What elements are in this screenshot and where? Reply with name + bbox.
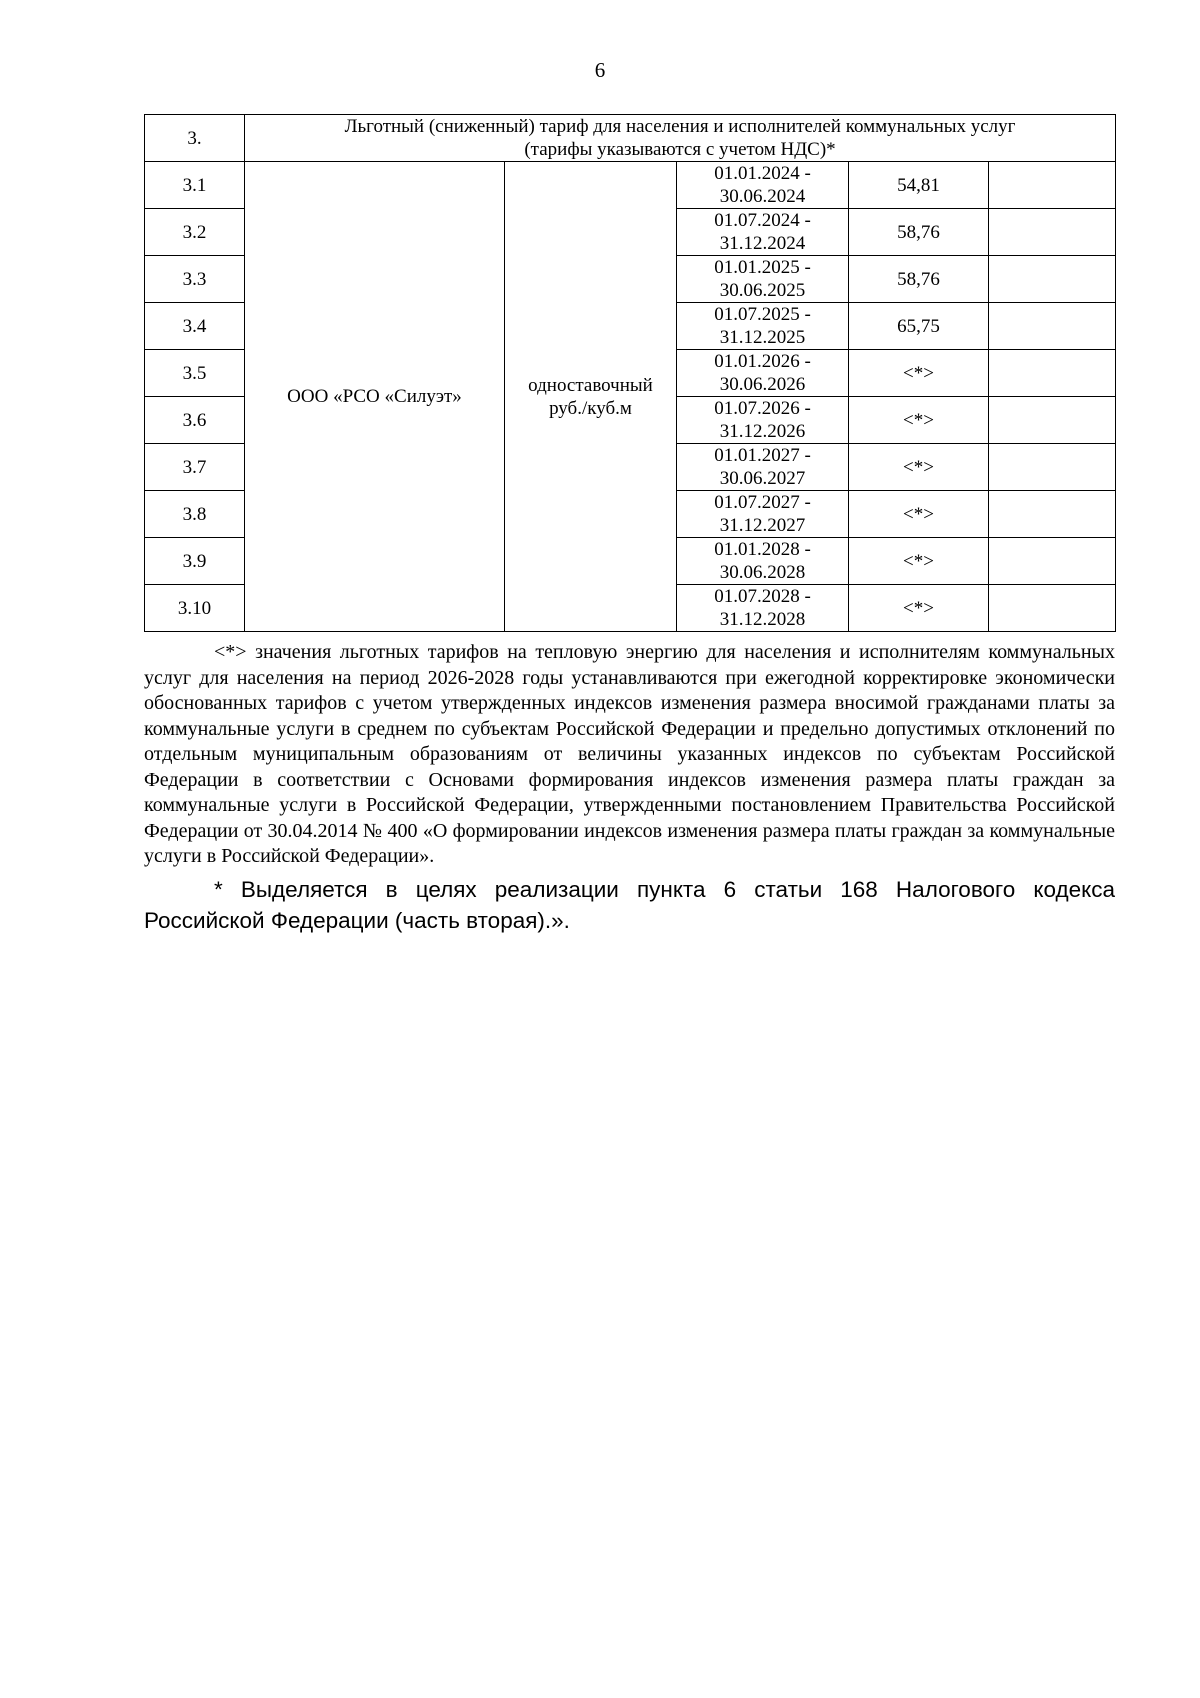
tariff-value: <*> [849, 350, 989, 397]
row-number: 3.7 [145, 444, 245, 491]
tariff-value: <*> [849, 491, 989, 538]
period-cell [677, 538, 849, 585]
row-number: 3.1 [145, 162, 245, 209]
period-start: 01.07.2024 - [714, 210, 811, 231]
extra-cell [989, 350, 1116, 397]
period-start: 01.07.2027 - [714, 492, 811, 513]
tariff-value: <*> [849, 538, 989, 585]
extra-cell [989, 538, 1116, 585]
period-start: 01.07.2026 - [714, 398, 811, 419]
period-cell [677, 350, 849, 397]
period-end: 30.06.2028 [719, 562, 806, 583]
tariff-value: <*> [849, 444, 989, 491]
row-number: 3.6 [145, 397, 245, 444]
row-number: 3.3 [145, 256, 245, 303]
period-cell [677, 209, 849, 256]
period-start: 01.01.2028 - [714, 539, 811, 560]
table-section-header [145, 115, 1116, 162]
tariff-table [144, 114, 1116, 632]
extra-cell [989, 256, 1116, 303]
tariff-type [505, 162, 677, 632]
tariff-value: <*> [849, 585, 989, 632]
period-cell [677, 256, 849, 303]
period-cell [677, 162, 849, 209]
extra-cell [989, 162, 1116, 209]
period-cell [677, 491, 849, 538]
period-end: 30.06.2026 [719, 374, 806, 395]
period-end: 30.06.2024 [719, 186, 806, 207]
table-row [145, 162, 1116, 209]
section-number: 3. [145, 115, 245, 162]
footnotes [144, 640, 1115, 936]
tariff-value: 54,81 [849, 162, 989, 209]
footnote-vat: * Выделяется в целях реализации пункта 6 статьи 168 Налогового кодекса Российской Федерации (часть вторая).». [144, 876, 1115, 933]
page-number: 6 [594, 58, 606, 82]
period-cell [677, 585, 849, 632]
period-start: 01.01.2024 - [714, 163, 811, 184]
tariff-type-line2: руб./куб.м [549, 397, 632, 419]
extra-cell [989, 491, 1116, 538]
period-start: 01.01.2027 - [714, 445, 811, 466]
row-number: 3.4 [145, 303, 245, 350]
extra-cell [989, 444, 1116, 491]
period-start: 01.07.2025 - [714, 304, 811, 325]
footnote-values: <*> значения льготных тарифов на тепловую энергию для населения и исполнителям коммунальных услуг для населения на период 2026-2028 годы устанавливаются при ежегодной корректировке экономически обоснованных тарифов с учетом утвержденных индексов изменения размера вносимой гражданами платы за коммунальные услуги в среднем по субъектам Российской Федерации и предельно допустимых отклонений по отдельным муниципальным образованиям от величины указанных индексов по субъектам Российской Федерации в соответствии с Основами формирования индексов изменения размера платы граждан за коммунальные услуги в Российской Федерации, утвержденными постановлением Правительства Российской Федерации от 30.04.2014 № 400 «О формировании индексов изменения размера платы граждан за коммунальные услуги в Российской Федерации». [144, 641, 1115, 867]
period-end: 30.06.2025 [719, 280, 806, 301]
row-number: 3.8 [145, 491, 245, 538]
period-end: 31.12.2026 [719, 421, 806, 442]
period-cell [677, 444, 849, 491]
period-start: 01.07.2028 - [714, 586, 811, 607]
tariff-type-line1: одноставочный [528, 374, 653, 396]
period-start: 01.01.2026 - [714, 351, 811, 372]
row-number: 3.2 [145, 209, 245, 256]
row-number: 3.5 [145, 350, 245, 397]
extra-cell [989, 303, 1116, 350]
row-number: 3.9 [145, 538, 245, 585]
tariff-value: 58,76 [849, 256, 989, 303]
period-cell [677, 397, 849, 444]
period-end: 31.12.2024 [719, 233, 806, 254]
extra-cell [989, 209, 1116, 256]
extra-cell [989, 585, 1116, 632]
period-end: 30.06.2027 [719, 468, 806, 489]
tariff-value: 58,76 [849, 209, 989, 256]
period-end: 31.12.2027 [719, 515, 806, 536]
period-start: 01.01.2025 - [714, 257, 811, 278]
extra-cell [989, 397, 1116, 444]
section-title-line2: (тарифы указываются с учетом НДС)* [524, 139, 836, 160]
tariff-value: <*> [849, 397, 989, 444]
period-cell [677, 303, 849, 350]
row-number: 3.10 [145, 585, 245, 632]
period-end: 31.12.2028 [719, 609, 806, 630]
tariff-value: 65,75 [849, 303, 989, 350]
section-title-line1: Льготный (сниженный) тариф для населения и исполнителей коммунальных услуг [344, 116, 1016, 137]
organization-name: ООО «РСО «Силуэт» [245, 162, 505, 632]
period-end: 31.12.2025 [719, 327, 806, 348]
section-title [245, 115, 1116, 162]
